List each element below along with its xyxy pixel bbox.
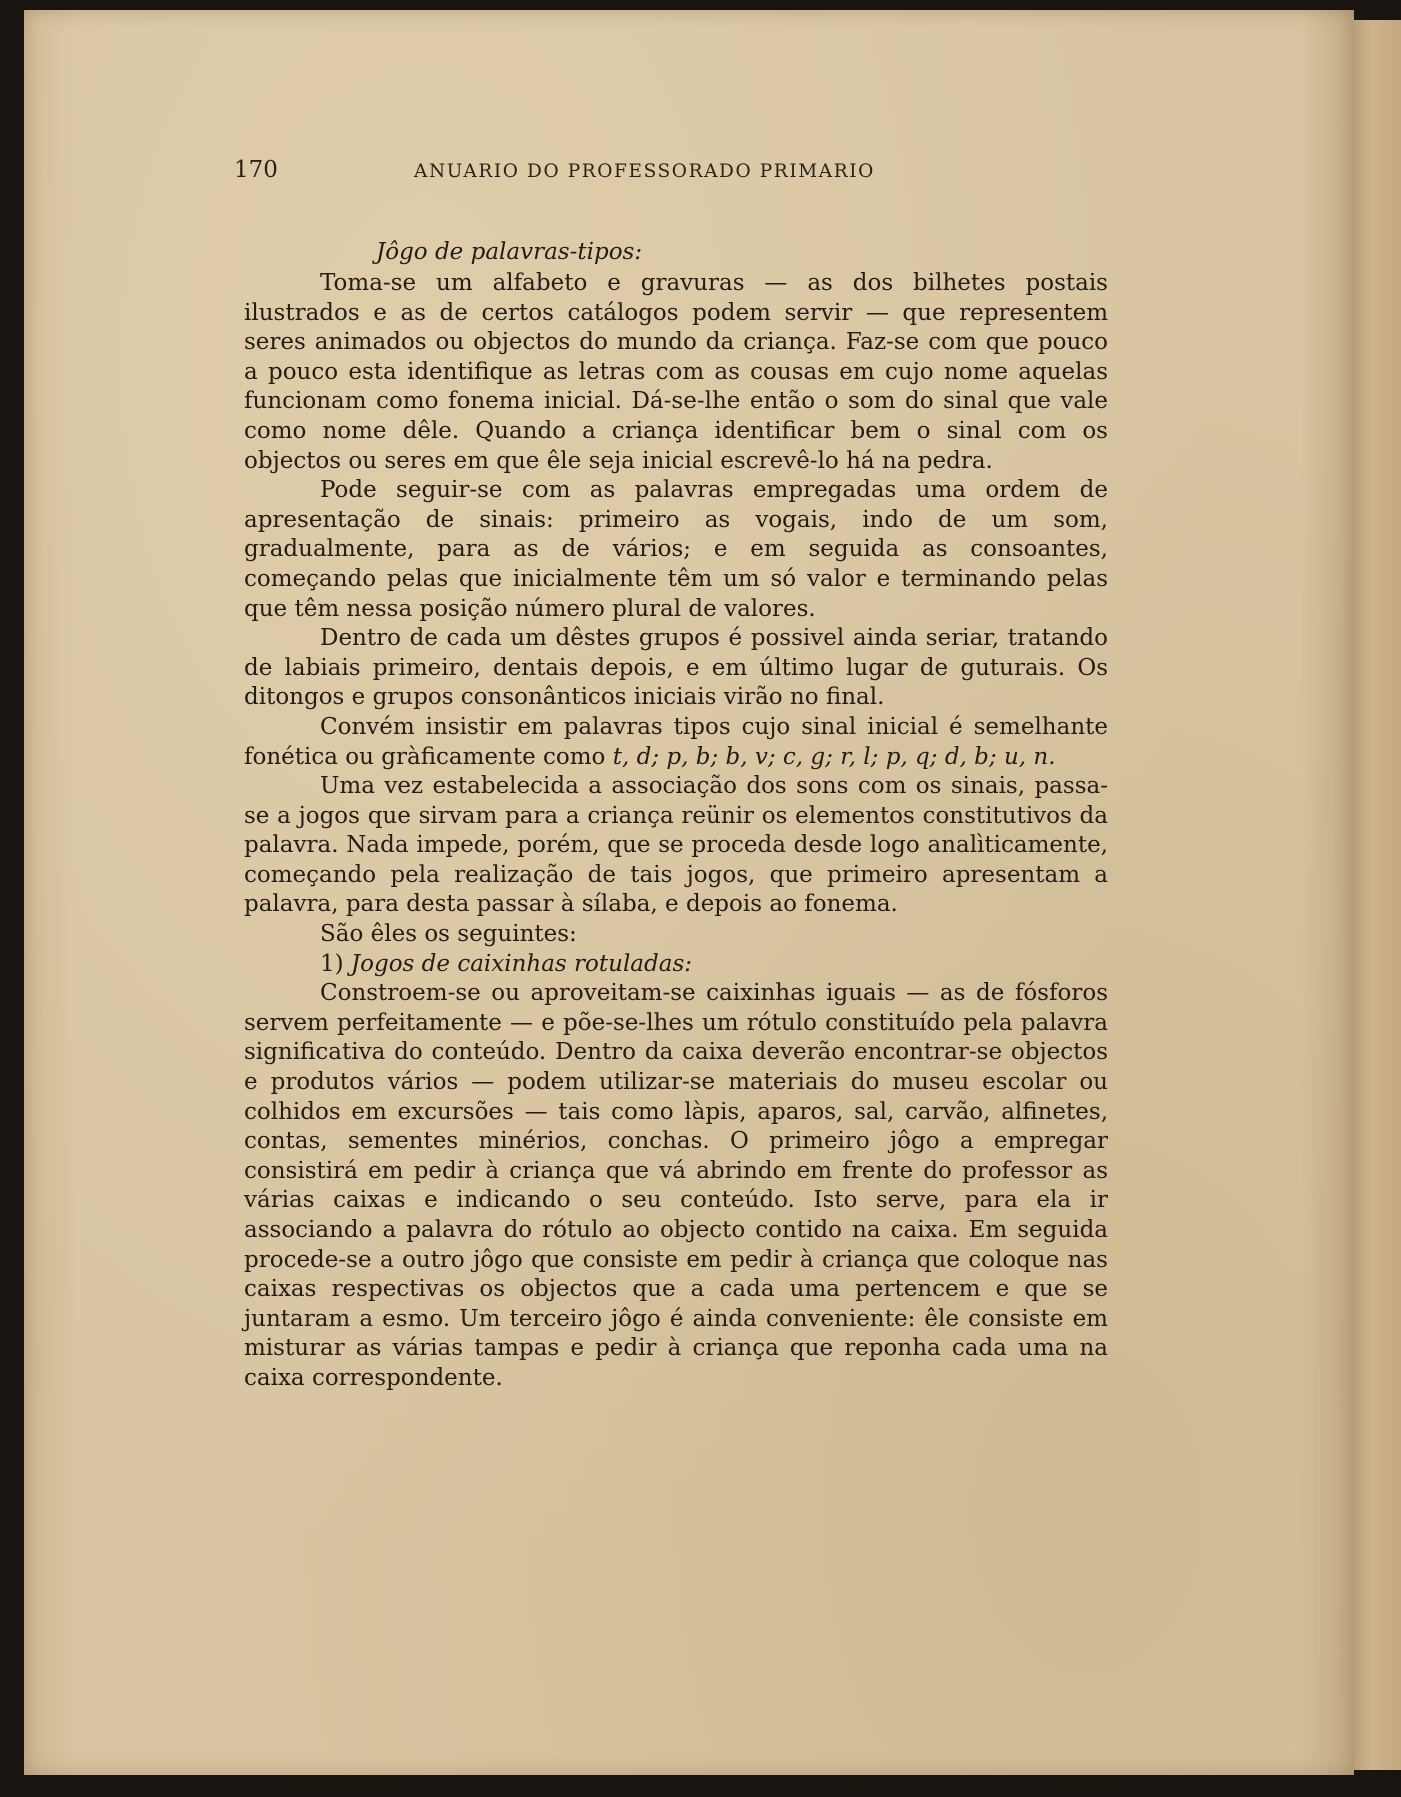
list-item-1: [244, 950, 1108, 980]
paragraph-order: Pode seguir-se com as palavras empregadas uma ordem de apresentação de sinais: primeiro as vogais, indo de um som, gradualmente, para as de vários; e em seguida as consoantes, começando pelas que inicialmente têm um só valor e terminando pelas que têm nessa posição número plural de valores.: [244, 477, 1108, 622]
adjacent-page-edge: [1352, 20, 1401, 1770]
paragraph-groups: Dentro de cada um dêstes grupos é possivel ainda seriar, tratando de labiais primeiro, dentais depois, e em último lugar de guturais. Os ditongos e grupos consonânticos iniciais virão no final.: [244, 625, 1108, 711]
paragraph-list-intro: São êles os seguintes:: [320, 921, 577, 948]
page-body: [244, 238, 1108, 1394]
similar-signs-examples: t, d; p, b; b, v; c, g; r, l; p, q; d, b; u, n.: [612, 743, 1056, 770]
paragraph-similar-signs: [244, 713, 1108, 772]
paragraph-association: Uma vez estabelecida a associação dos sons com os sinais, passa-se a jogos que sirvam para a criança reünir os elementos constitutivos da palavra. Nada impede, porém, que se proceda desde logo analìticamente, começando pela realização de tais jogos, que primeiro apresentam a palavra, para desta passar à sílaba, e depois ao fonema.: [244, 773, 1108, 918]
list-item-1-number: 1): [320, 950, 344, 977]
book-page: [24, 10, 1354, 1775]
similar-signs-text: Convém insistir em palavras tipos cujo sinal inicial é semelhante fonética ou gràficamente como: [244, 713, 1108, 770]
page-number: 170: [234, 157, 278, 183]
running-title: ANUARIO DO PROFESSORADO PRIMARIO: [414, 161, 875, 182]
paragraph-alphabet: Toma-se um alfabeto e gravuras — as dos bilhetes postais ilustrados e as de certos catálogos podem servir — que representem seres animados ou objectos do mundo da criança. Faz-se com que pouco a pouco esta identifique as letras com as cousas em cujo nome aquelas funcionam como fonema inicial. Dá-se-lhe então o som do sinal que vale como nome dêle. Quando a criança identificar bem o sinal com os objectos ou seres em que êle seja inicial escrevê-lo há na pedra.: [244, 270, 1108, 474]
section-title: Jôgo de palavras-tipos:: [376, 239, 643, 265]
list-item-1-title: Jogos de caixinhas rotuladas:: [350, 950, 693, 977]
page-header: [24, 157, 1354, 187]
paragraph-boxes: Constroem-se ou aproveitam-se caixinhas iguais — as de fósforos servem perfeitamente — e põe-se-lhes um rótulo constituído pela palavra significativa do conteúdo. Dentro da caixa deverão encontrar-se objectos e produtos vários — podem utilizar-se materiais do museu escolar ou colhidos em excursões — tais como làpis, aparos, sal, carvão, alfinetes, contas, sementes minérios, conchas. O primeiro jôgo a empregar consistirá em pedir à criança que vá abrindo em frente do professor as várias caixas e indicando o seu conteúdo. Isto serve, para ela ir associando a palavra do rótulo ao objecto contido na caixa. Em seguida procede-se a outro jôgo que consiste em pedir à criança que coloque nas caixas respectivas os objectos que a cada uma pertencem e que se juntaram a esmo. Um terceiro jôgo é ainda conveniente: êle consiste em misturar as várias tampas e pedir à criança que reponha cada uma na caixa correspondente.: [244, 980, 1108, 1391]
